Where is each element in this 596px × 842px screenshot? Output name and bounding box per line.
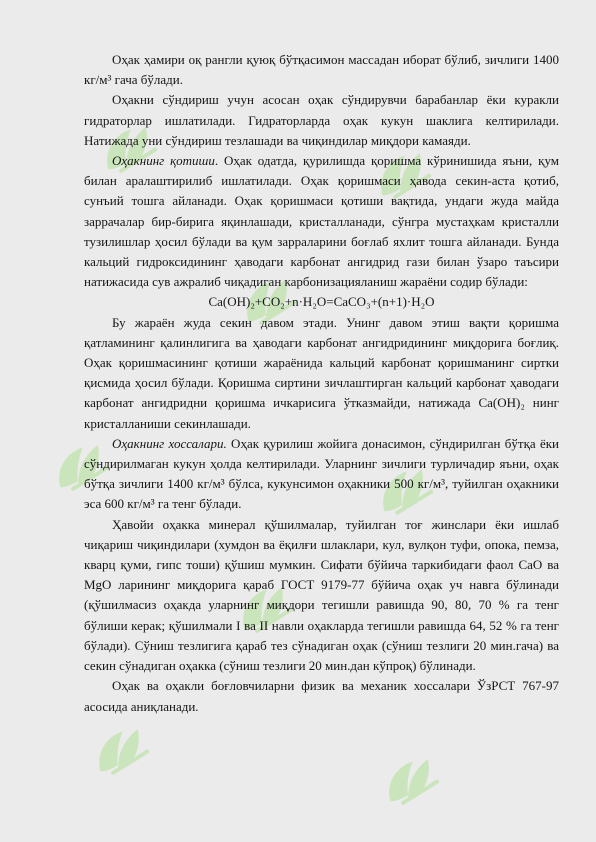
paragraph-properties: Оҳакнинг хоссалари. Оҳак қурилиш жойига донасимон, сўндирилган бўтқа ёки сўндирилмаган кукун ҳолда келтирилади. Уларнинг зичлиги турличадир яъни, оҳак бўтқа зичлиги 1400 кг/м³ бўлса, кукунсимон оҳакники 500 кг/м³, туйилган оҳакники эса 600 кг/м³ га тенг бўлади. <box>84 435 560 512</box>
section-lead-hardening: Оҳакнинг қотиши <box>112 153 215 169</box>
section-lead-properties: Оҳакнинг хоссалари. <box>112 435 227 451</box>
paragraph-6: Ҳавойи оҳакка минерал қўшилмалар, туйилган тоғ жинслари ёки ишлаб чиқариш чиқиндилари (хумдон ва ёқилғи шлаклари, кул, вулқон туфи, опока, пемза, кварц қуми, гипс тоши) қўшиш мумкин. Сифати бўйича таркибидаги фаол СаО ва MgO ларининг миқдорига қараб ГОСТ 9179-77 бўйича оҳак уч навга бўлинади (қўшилмасиз оҳакда уларнинг миқдори тегишли равишда 90, 80, 70 % га тенг бўлиши керак; қўшилмали I ва II навли оҳакларда тегишли равишда 64, 52 % га тенг бўлади). Сўниш тезлигига қараб тез сўнадиган оҳак (сўниш тезлиги 20 мин.гача) ва секин сўнадиган оҳакка (сўниш тезлиги 20 мин.дан кўпроқ) бўлинади. <box>84 516 559 674</box>
document-body <box>84 50 559 717</box>
paragraph-2: Оҳакни сўндириш учун асосан оҳак сўндирувчи барабанлар ёки куракли гидраторлар ишлатилади. Гидраторларда оҳак кукун шаклига келтирилади. Натижада уни сўндириш тезлашади ва чиқиндилар миқдори камаяди. <box>84 92 559 148</box>
leaf-logo-icon <box>81 711 165 787</box>
paragraph-1: Оҳак ҳамири оқ рангли қуюқ бўтқасимон массадан иборат бўлиб, зичлиги 1400 кг/м³ гача бўлади. <box>84 52 559 88</box>
paragraph-4: Бу жараён жуда секин давом этади. Унинг давом этиш вақти қоришма қатламининг қалинлигига ва ҳаводаги карбонат ангидридининг миқдорига боғлиқ. Оҳак қоришмасининг қотиши жараёнида кальций карбонат қоришманинг сиртки қисмида ҳосил бўлади. Қоришма сиртини зичлаштирган кальций карбонат ҳаводаги карбонат ангидридни қоришма ичкарисига ўтказмайди, натижада Ca(OH)₂ нинг кристалланиши секинлашади. <box>84 314 559 431</box>
paragraph-7: Оҳак ва оҳакли боғловчиларни физик ва механик хоссалари ЎзРСТ 767-97 асосида аниқланади. <box>84 678 559 714</box>
chemical-formula: Ca(OH)₂+CO₂+n·H₂O=CaCO₃+(n+1)·H₂O <box>208 294 435 310</box>
leaf-logo-icon <box>371 741 455 817</box>
paragraph-hardening: Оҳакнинг қотиши. Оҳак одатда, қурилишда қоришма кўринишида яъни, қум билан аралаштирилиб ишлатилади. Оҳак қоришмаси ҳавода секин-аста қотиб, сунъий тошга айланади. Оҳак қоришмаси қотиши вақтида, ундаги жуда майда заррачалар бир-бирига яқинлашади, кристалланади, сўнгра мустаҳкам кристалли тузилишлар ҳосил бўлади ва қум зарраларини боғлаб яхлит тошга айланади. Бунда кальций гидроксидининг ҳаводаги карбонат ангидрид гази билан ўзаро таъсири натижасида сув ажралиб чиқадиган карбонизацияланиш жараёни содир бўлади: <box>84 153 559 290</box>
